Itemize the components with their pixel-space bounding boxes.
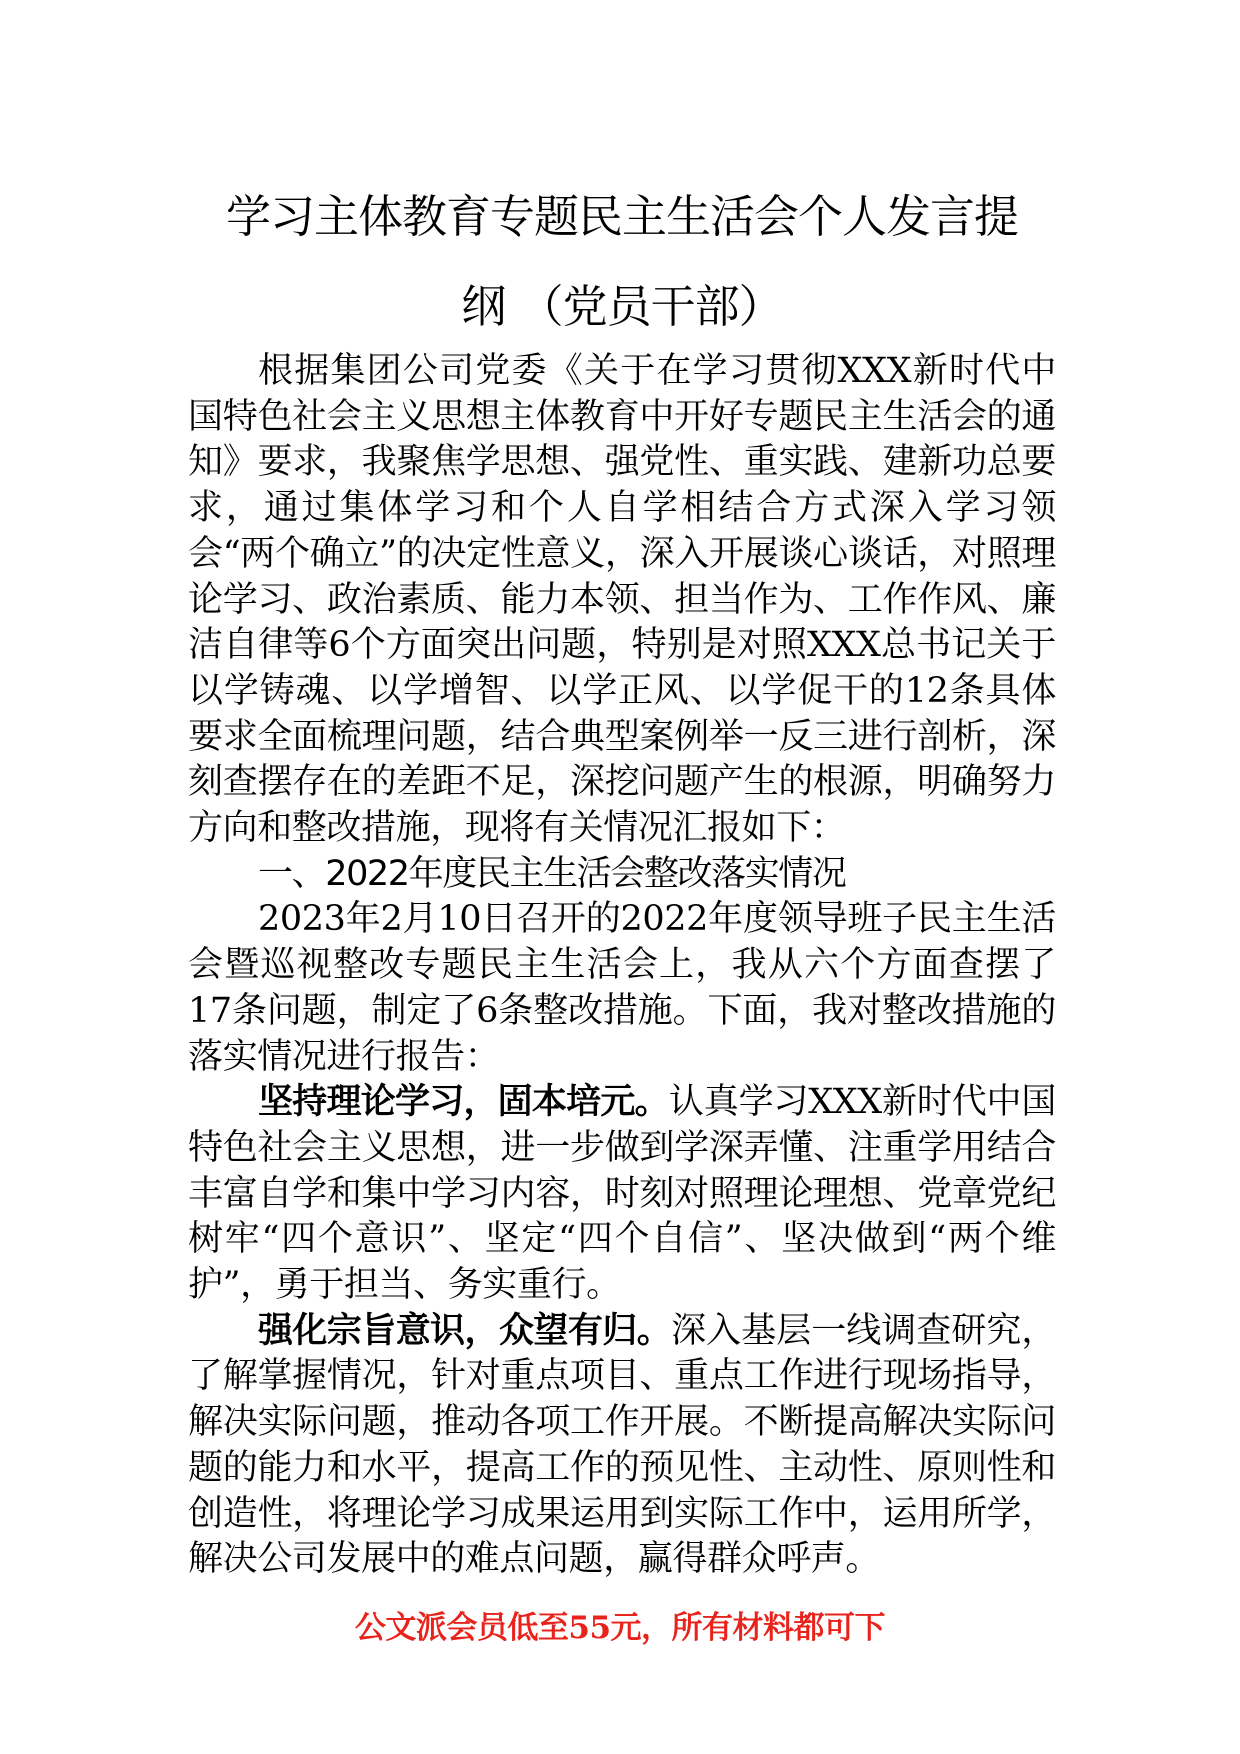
review-paragraph: 2023年2月10日召开的2022年度领导班子民主生活会暨巡视整改专题民主生活会上，我从六个方面查摆了17条问题，制定了6条整改措施。下面，我对整改措施的落实情况进行报告： [188, 899, 1056, 1077]
point-text-1: 认真学习XXX新时代中国特色社会主义思想，进一步做到学深弄懂、注重学用结合丰富自学和集中学习内容，时刻对照理论理想、党章党纪树牢“四个意识”、坚定“四个自信”、坚决做到“两个维护”，勇于担当、务实重行。 [188, 1082, 1056, 1306]
document-title-line-1: 学习主体教育专题民主生活会个人发言提 [225, 190, 1018, 243]
intro-paragraph: 根据集团公司党委《关于在学习贯彻XXX新时代中国特色社会主义思想主体教育中开好专题民主生活会的通知》要求，我聚焦学思想、强党性、重实践、建新功总要求，通过集体学习和个人自学相结合方式深入学习领会“两个确立”的决定性意义，深入开展谈心谈话，对照理论学习、政治素质、能力本领、担当作为、工作作风、廉洁自律等6个方面突出问题，特别是对照XXX总书记关于以学铸魂、以学增智、以学正风、以学促干的12条具体要求全面梳理问题，结合典型案例举一反三进行剖析，深刻查摆存在的差距不足，深挖问题产生的根源，明确努力方向和整改措施，现将有关情况汇报如下： [188, 351, 1056, 849]
point-paragraph-1 [188, 1080, 1056, 1309]
point-text-2: 深入基层一线调查研究，了解掌握情况，针对重点项目、重点工作进行现场指导，解决实际问题，推动各项工作开展。不断提高解决实际问题的能力和水平，提高工作的预见性、主动性、原则性和创造性，将理论学习成果运用到实际工作中，运用所学，解决公司发展中的难点问题，赢得群众呼声。 [188, 1310, 1056, 1580]
promo-footer: 公文派会员低至55元，所有材料都可下 [354, 1610, 886, 1646]
document-title-line-2: 纲 （党员干部） [461, 280, 783, 333]
document-body [188, 349, 1056, 1583]
point-heading-2: 强化宗旨意识，众望有归。 [258, 1310, 672, 1351]
section-heading-1: 一、2022年度民主生活会整改落实情况 [258, 853, 846, 894]
document-page [188, 0, 1056, 1754]
point-heading-1: 坚持理论学习，固本培元。 [258, 1082, 669, 1123]
point-paragraph-2 [188, 1309, 1056, 1583]
